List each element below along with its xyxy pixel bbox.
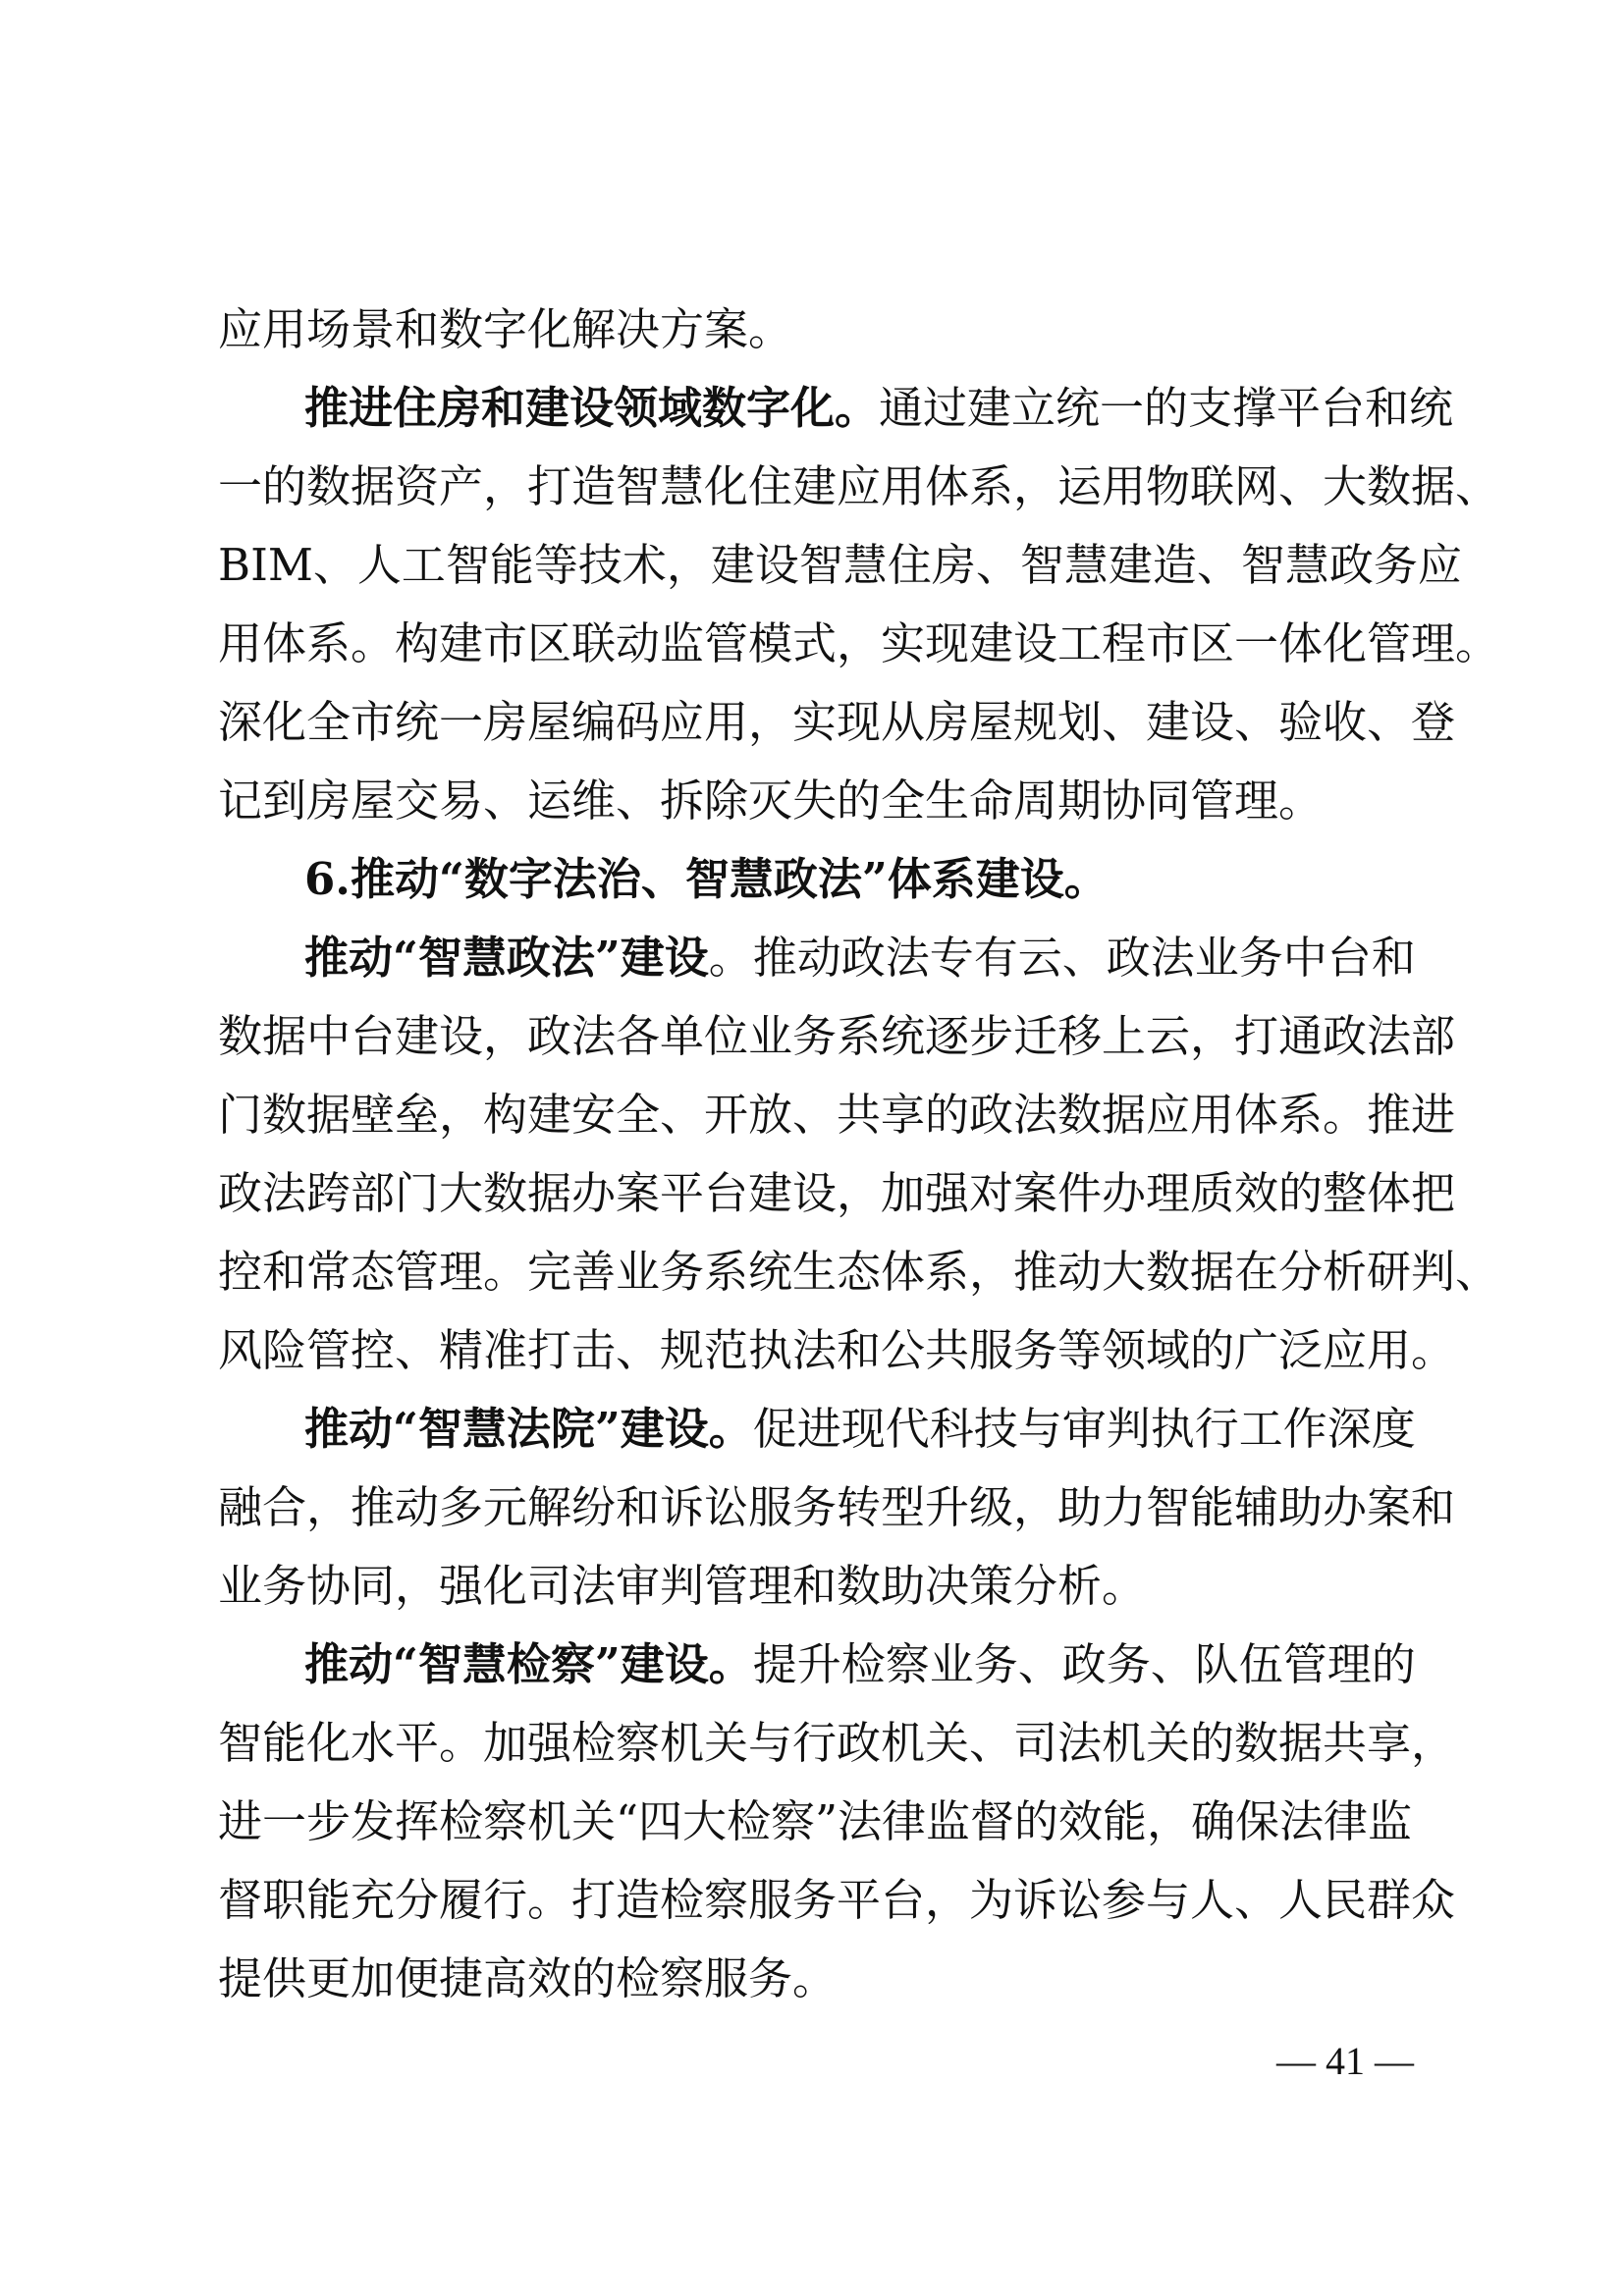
text-line-13 [218,1243,1499,1302]
section-heading-line [304,850,1109,909]
text-run: 用体系。构建市区联动监管模式，实现建设工程市区一体化管理。 [218,617,1500,669]
text-line-15 [304,1400,1416,1459]
text-line-4 [218,536,1462,595]
text-line-17 [218,1557,1146,1616]
text-line-21 [218,1871,1455,1930]
bold-heading-run: 推进住房和建设领域数字化。 [304,382,880,434]
text-run: 业务协同，强化司法审判管理和数助决策分析。 [218,1560,1147,1612]
text-line-22 [218,1949,837,2008]
text-run: 通过建立统一的支撑平台和统 [879,382,1454,434]
bold-heading-run: 推动“智慧政法”建设 [304,932,709,984]
text-line-18 [304,1635,1416,1694]
text-line-16 [218,1478,1455,1537]
bold-heading-run: 推动“智慧法院”建设。 [304,1403,753,1455]
text-run: 应用场景和数字化解决方案。 [218,303,793,355]
text-line-10 [218,1007,1455,1066]
text-run: 记到房屋交易、运维、拆除灭失的全生命周期协同管理。 [218,774,1324,827]
text-run: BIM、人工智能等技术，建设智慧住房、智慧建造、智慧政务应 [218,539,1462,591]
text-line-9 [304,929,1416,988]
bold-heading-run: 推动“智慧检察”建设。 [304,1638,753,1690]
text-line-14 [218,1321,1455,1380]
text-line-2 [304,379,1453,438]
text-run: 督职能充分履行。打造检察服务平台，为诉讼参与人、人民群众 [218,1874,1456,1926]
text-line-12 [218,1164,1455,1223]
text-line-3 [218,457,1499,516]
text-run: 智能化水平。加强检察机关与行政机关、司法机关的数据共享， [218,1717,1456,1769]
text-run: 融合，推动多元解纷和诉讼服务转型升级，助力智能辅助办案和 [218,1481,1456,1533]
text-line-1 [218,300,792,359]
text-run: 一的数据资产，打造智慧化住建应用体系，运用物联网、大数据、 [218,460,1500,512]
text-line-5 [218,614,1499,673]
text-run: 提升检察业务、政务、队伍管理的 [752,1638,1416,1690]
page-number: — 41 — [1276,2039,1414,2083]
text-line-7 [218,772,1323,830]
text-run: 风险管控、精准打击、规范执法和公共服务等领域的广泛应用。 [218,1324,1456,1376]
text-run: 提供更加便捷高效的检察服务。 [218,1952,838,2004]
text-run: 。推动政法专有云、政法业务中台和 [708,932,1416,984]
text-run: 数据中台建设，政法各单位业务系统逐步迁移上云，打通政法部 [218,1010,1456,1062]
section-heading: 6.推动“数字法治、智慧政法”体系建设。 [304,853,1109,905]
text-run: 门数据壁垒，构建安全、开放、共享的政法数据应用体系。推进 [218,1089,1456,1141]
text-line-11 [218,1086,1455,1145]
text-line-20 [218,1792,1412,1851]
text-line-6 [218,693,1455,752]
text-line-19 [218,1714,1455,1773]
text-run: 进一步发挥检察机关“四大检察”法律监督的效能，确保法律监 [218,1795,1413,1847]
text-run: 控和常态管理。完善业务系统生态体系，推动大数据在分析研判、 [218,1246,1500,1298]
text-run: 促进现代科技与审判执行工作深度 [752,1403,1416,1455]
text-run: 深化全市统一房屋编码应用，实现从房屋规划、建设、验收、登 [218,696,1456,748]
text-run: 政法跨部门大数据办案平台建设，加强对案件办理质效的整体把 [218,1167,1456,1219]
